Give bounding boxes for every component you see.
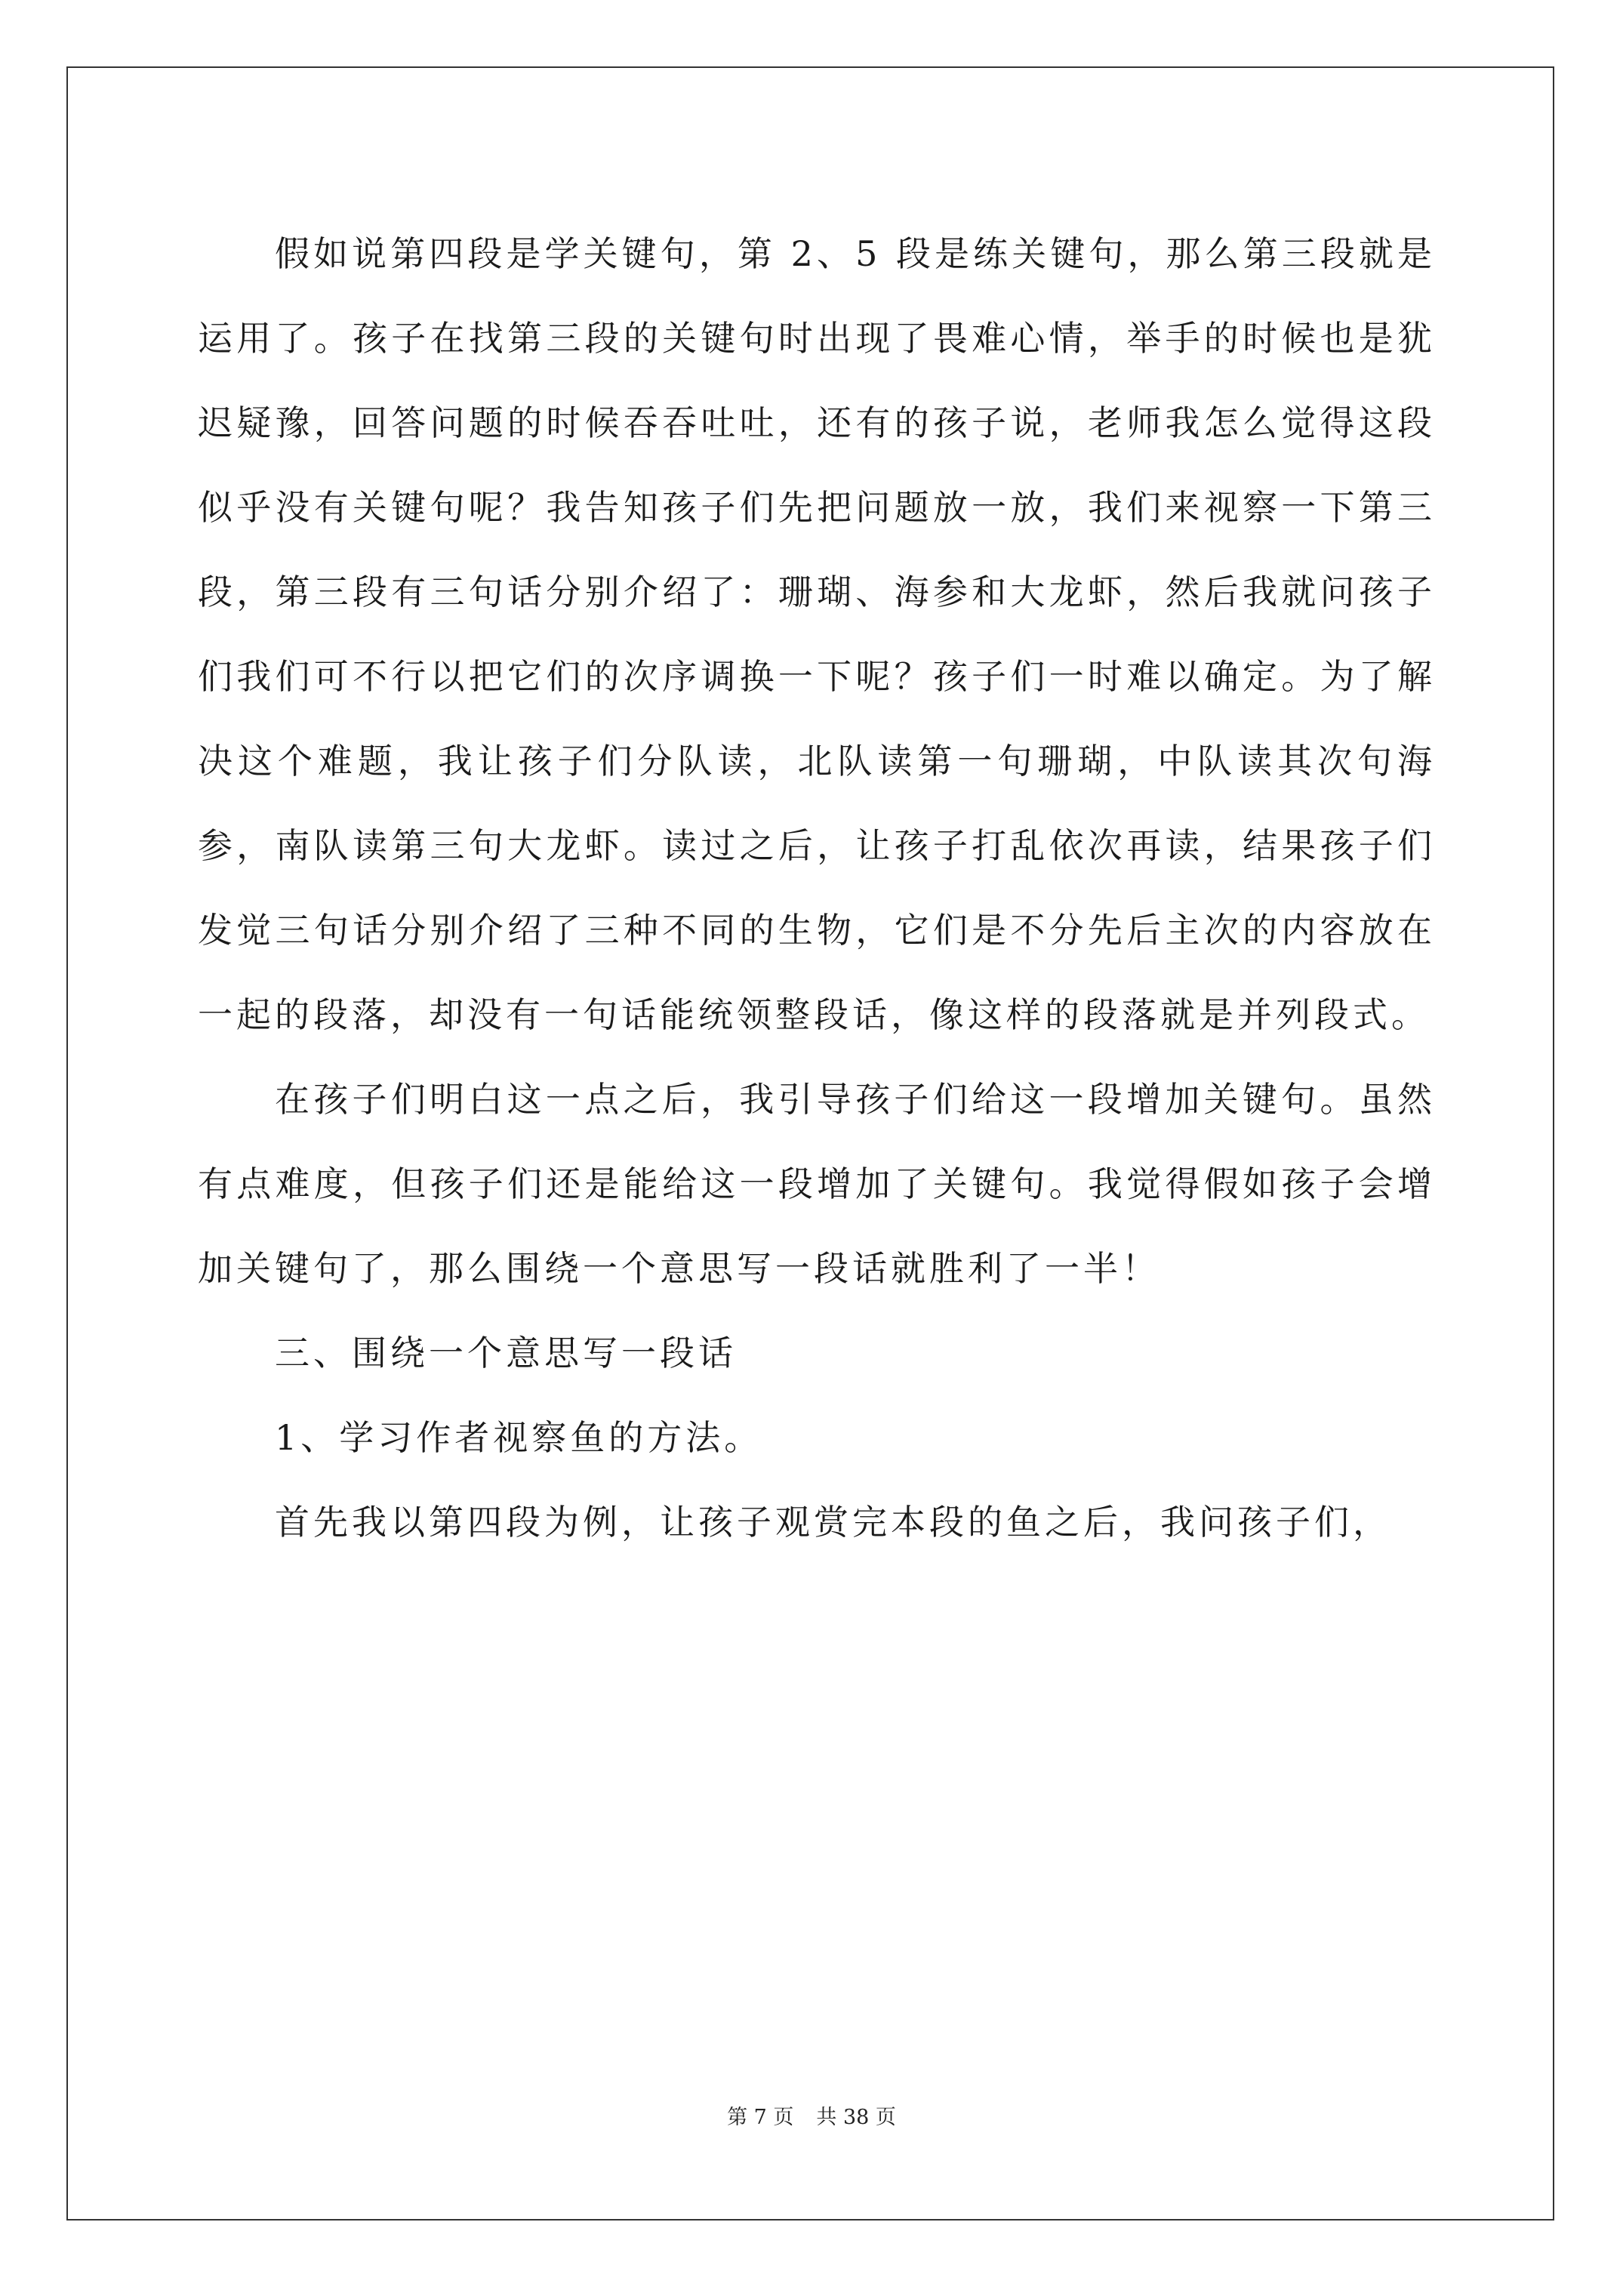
page-footer bbox=[0, 2104, 1623, 2131]
page-number: 第 7 页 bbox=[727, 2106, 794, 2129]
page-total: 共 38 页 bbox=[816, 2106, 896, 2129]
document-body bbox=[198, 211, 1436, 1564]
paragraph-2: 在孩子们明白这一点之后，我引导孩子们给这一段增加关键句。虽然有点难度，但孩子们还是能给这一段增加了关键句。我觉得假如孩子会增加关键句了，那么围绕一个意思写一段话就胜利了一半！ bbox=[198, 1079, 1436, 1289]
subsection-heading: 1、学习作者视察鱼的方法。 bbox=[275, 1417, 763, 1458]
paragraph-1: 假如说第四段是学关键句，第 2、5 段是练关键句，那么第三段就是运用了。孩子在找第三段的关键句时出现了畏难心情，举手的时候也是犹迟疑豫，回答问题的时候吞吞吐吐，还有的孩子说，老师我怎么觉得这段似乎没有关键句呢？我告知孩子们先把问题放一放，我们来视察一下第三段，第三段有三句话分别介绍了：珊瑚、海参和大龙虾，然后我就问孩子们我们可不行以把它们的次序调换一下呢？孩子们一时难以确定。为了解决这个难题，我让孩子们分队读，北队读第一句珊瑚，中队读其次句海参，南队读第三句大龙虾。读过之后，让孩子打乱依次再读，结果孩子们发觉三句话分别介绍了三种不同的生物，它们是不分先后主次的内容放在一起的段落，却没有一句话能统领整段话，像这样的段落就是并列段式。 bbox=[198, 233, 1436, 1035]
paragraph-3: 首先我以第四段为例，让孩子观赏完本段的鱼之后，我问孩子们， bbox=[275, 1502, 1391, 1542]
section-heading: 三、围绕一个意思写一段话 bbox=[275, 1333, 737, 1373]
